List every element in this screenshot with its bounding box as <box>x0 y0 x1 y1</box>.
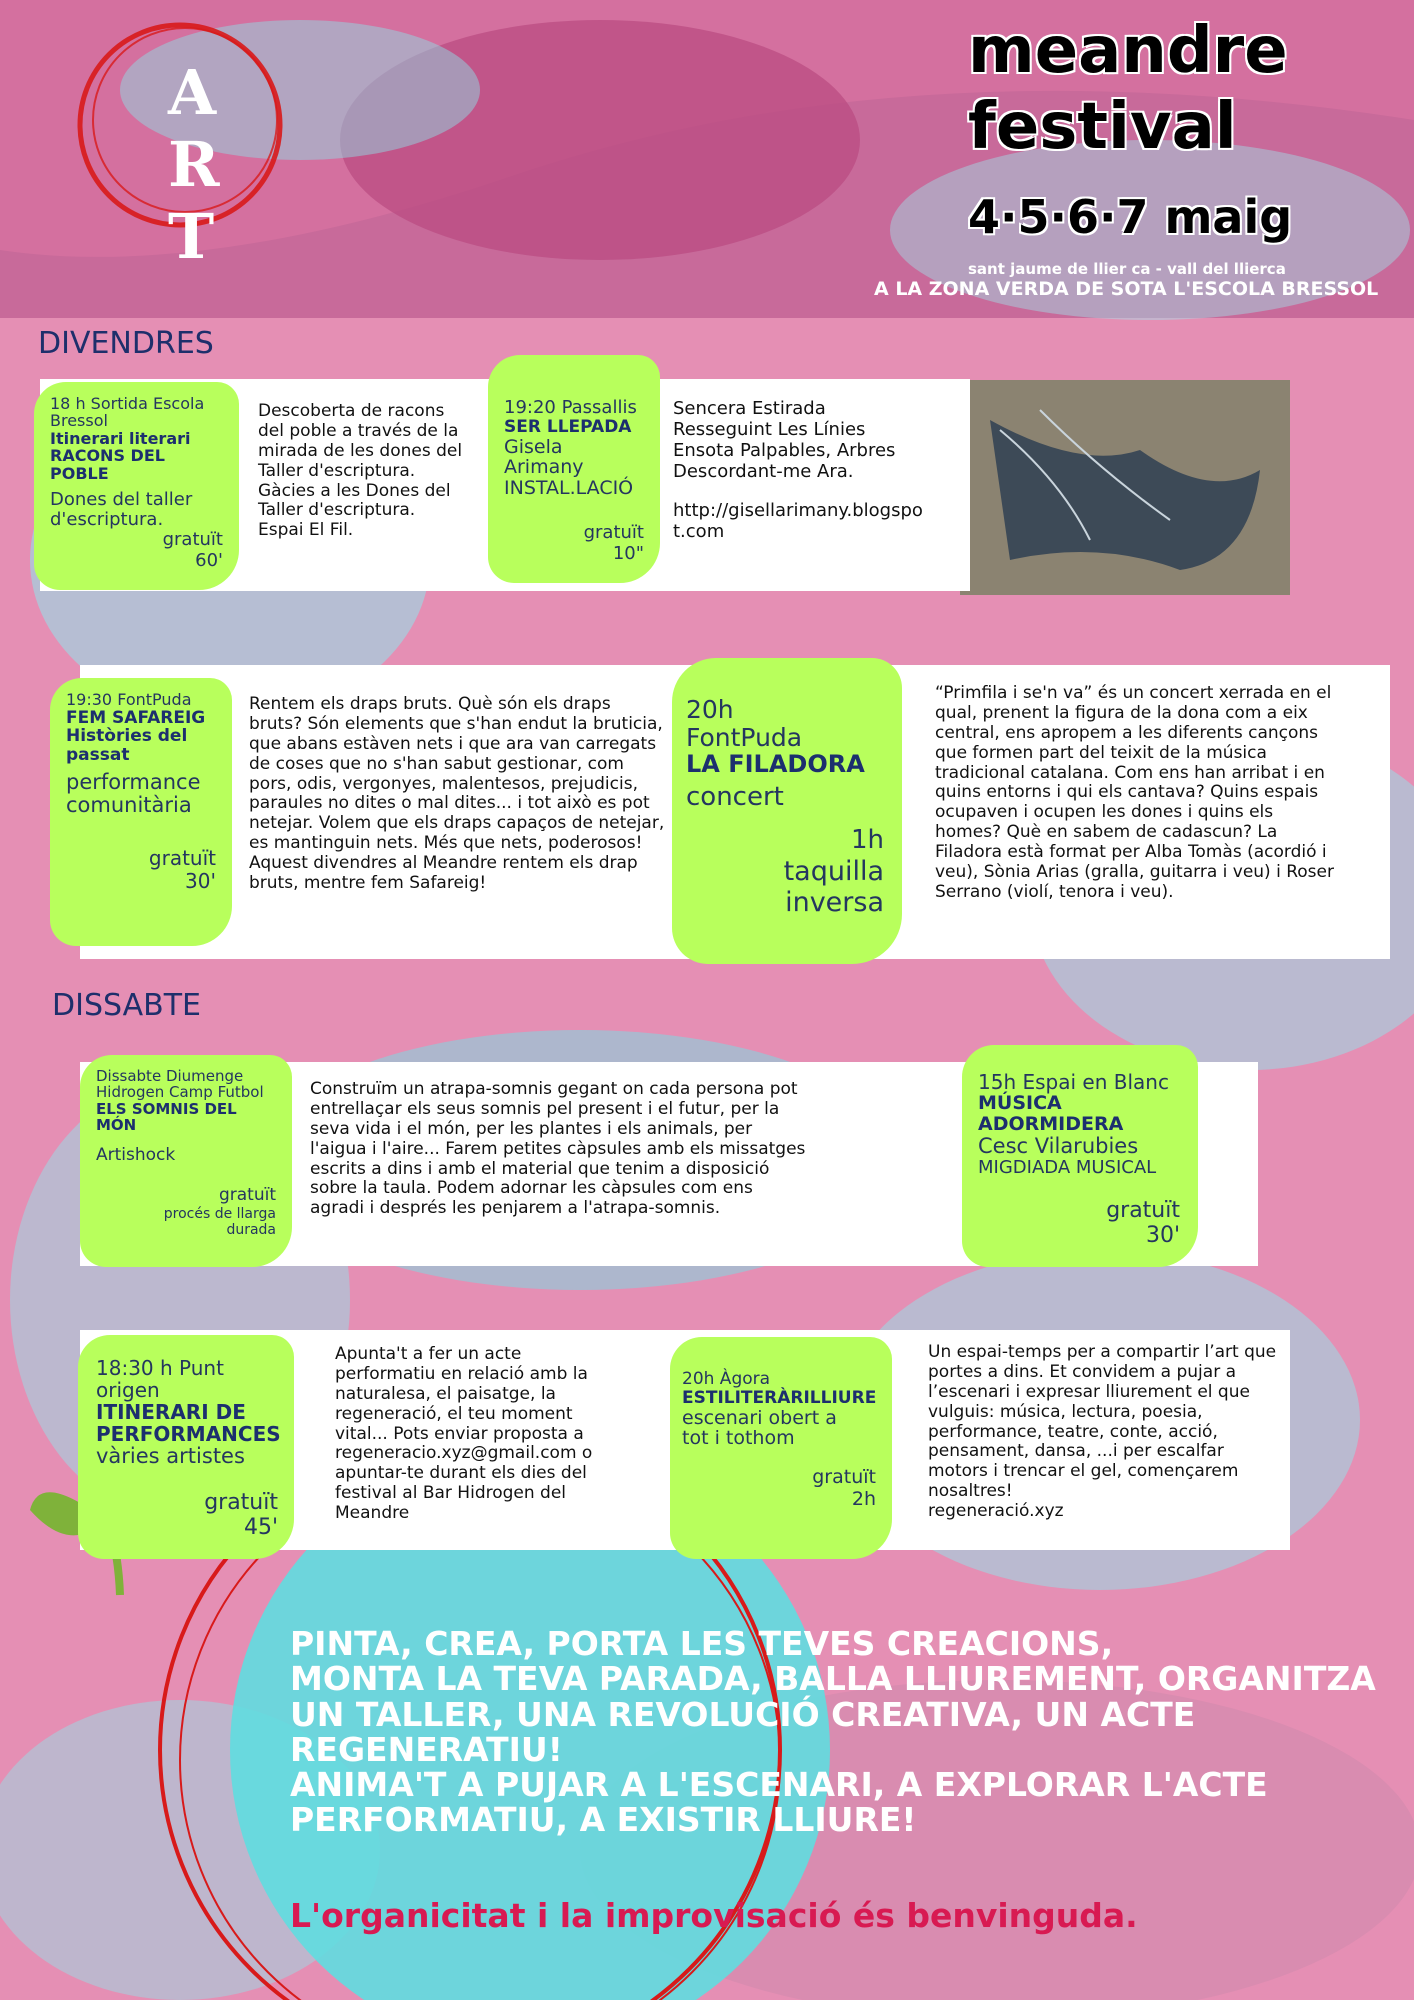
event-desc-filadora: “Primfila i se'n va” és un concert xerrada en el qual, prenent la figura de la dona com a eix central, ens apropem a les diferents cançons que formen part del teixit de la música tradicional catalana. Com ens han arribat i en quins entorns i qui els cantava? Quins espais ocupaven i ocupen les dones i quins els homes? Què en sabem de cadascun? La Filadora està format per Alba Tomàs (acordió i veu), Sònia Arias (gralla, guitarra i veu) i Roser Serrano (violí, tenora i veu). <box>935 683 1334 902</box>
event-genre: concert <box>686 782 784 813</box>
event-title: ITINERARI DE PERFORMANCES <box>96 1400 281 1446</box>
event-fee: gratuït <box>218 1185 276 1206</box>
festival-name: meandre <box>968 14 1288 88</box>
cta-line-4: REGENERATIU! <box>290 1729 563 1769</box>
event-time: 20h Àgora <box>682 1369 771 1389</box>
cta-line-6: PERFORMATIU, A EXISTIR LLIURE! <box>290 1800 917 1840</box>
cta-line-5: ANIMA'T A PUJAR A L'ESCENARI, A EXPLORAR L'ACTE <box>290 1765 1268 1805</box>
event-desc-safareig: Rentem els draps bruts. Què són els draps bruts? Són elements que s'han endut la bruticia, que abans estàven nets i que ara van carregats de coses que no s'han sabut gestionar, com pors, odis, vergonyes, malentesos, prejudicis, paraules no dites o mal dites... i tot això es pot netejar. Volem que els draps capaços de netejar, es mantinguin nets. Més que nets, poderosos! Aquest divendres al Meandre rentem els drap bruts, mentre fem Safareig! <box>249 694 665 893</box>
event-duration: 10" <box>612 542 644 564</box>
festival-word: festival <box>968 90 1237 164</box>
event-title: ELS SOMNIS DEL MÓN <box>96 1099 237 1134</box>
event-time: 19:20 Passallis <box>504 397 637 418</box>
tagline: L'organicitat i la improvisació és benvinguda. <box>290 1896 1138 1935</box>
day-saturday: DISSABTE <box>52 988 201 1023</box>
event-fee: gratuït <box>162 528 223 550</box>
cta-line-3: UN TALLER, UNA REVOLUCIÓ CREATIVA, UN ACTE <box>290 1694 1196 1734</box>
event-desc-performances: Apunta't a fer un acte performatiu en relació amb la naturalesa, el paisatge, la regeneració, el teu moment vital... Pots enviar proposta a regeneracio.xyz@gmail.com o apuntar-te durant els dies del festival al Bar Hidrogen del Meandre <box>335 1344 593 1523</box>
festival-venue: A LA ZONA VERDA DE SOTA L'ESCOLA BRESSOL <box>874 278 1379 300</box>
cta-line-2: MONTA LA TEVA PARADA, BALLA LLIUREMENT, ORGANITZA <box>290 1659 1376 1699</box>
event-artist: Dones del taller d'escriptura. <box>50 489 193 531</box>
event-artist: Gisela Arimany INSTAL.LACIÓ <box>504 435 634 500</box>
event-location: Dissabte Diumenge Hidrogen Camp Futbol <box>96 1067 264 1101</box>
event-time: 18:30 h Punt origen <box>96 1356 224 1402</box>
event-title: MÚSICA ADORMIDERA <box>978 1092 1124 1135</box>
call-to-action <box>290 1626 1400 1838</box>
event-duration: 1h <box>850 824 884 855</box>
event-artist: performance comunitària <box>66 769 201 817</box>
event-title: ESTILITERÀRILLIURE <box>682 1387 877 1408</box>
event-card-estiliterari <box>670 1337 892 1559</box>
event-fee: gratuït <box>812 1466 876 1489</box>
event-genre: MIGDIADA MUSICAL <box>978 1156 1157 1178</box>
day-friday: DIVENDRES <box>38 326 214 361</box>
art-letter-t: T <box>168 200 215 273</box>
event-genre: escenari obert a tot i tothom <box>682 1406 837 1450</box>
cta-line-1: PINTA, CREA, PORTA LES TEVES CREACIONS, <box>290 1624 1114 1663</box>
event-desc-racons: Descoberta de racons del poble a través de la mirada de les dones del Taller d'escriptura. Gàcies a les Dones del Taller d'escriptura. Espai El Fil. <box>258 401 463 541</box>
event-card-adormidera <box>962 1045 1198 1267</box>
event-title: SER LLEPADA <box>504 416 632 437</box>
event-card-filadora <box>672 658 902 964</box>
event-fee: taquilla inversa <box>783 855 884 918</box>
event-link[interactable]: regeneració.xyz <box>928 1501 1064 1521</box>
event-fee: gratuït <box>148 846 216 871</box>
event-text: Un espai-temps per a compartir l’art que portes a dins. Et convidem a pujar a l’escenari i expresar lliurement el que vulguis: música, lectura, poesia, performance, teatre, conte, acció, pensament, dansa, ...i per escalfar motors i trencar el gel, començarem nosaltres! <box>928 1342 1277 1502</box>
event-title: FEM SAFAREIG Històries del passat <box>66 707 206 766</box>
event-link[interactable]: http://gisellarimany.blogspot.com <box>673 500 923 543</box>
event-fee: gratuït <box>1106 1197 1180 1223</box>
event-duration: 30' <box>185 869 216 894</box>
event-duration: 2h <box>851 1488 876 1511</box>
event-duration: procés de llarga durada <box>163 1205 276 1238</box>
event-duration: 60' <box>195 549 223 571</box>
event-title: Itinerari literari RACONS DEL POBLE <box>50 428 191 483</box>
event-duration: 30' <box>1145 1222 1180 1248</box>
festival-location: sant jaume de llier ca - vall del llierca <box>968 260 1286 278</box>
event-title: LA FILADORA <box>686 750 865 778</box>
event-card-racons <box>34 382 239 590</box>
event-duration: 45' <box>243 1515 278 1541</box>
festival-dates: 4·5·6·7 maig <box>968 190 1293 244</box>
event-time: 18 h Sortida Escola Bressol <box>50 394 205 430</box>
art-letter-a: A <box>168 56 217 129</box>
event-time: 20h FontPuda <box>686 695 803 752</box>
art-letter-r: R <box>168 128 220 201</box>
event-desc-llepada <box>673 398 923 542</box>
event-fee: gratuït <box>204 1490 278 1516</box>
event-poem: Sencera Estirada Resseguint Les Línies Ensota Palpables, Arbres Descordant-me Ara. <box>673 398 896 483</box>
event-card-safareig <box>50 678 232 946</box>
event-card-somnis <box>80 1055 292 1267</box>
header <box>0 0 1414 318</box>
event-artist: vàries artistes <box>96 1444 245 1468</box>
event-time: 15h Espai en Blanc <box>978 1070 1169 1094</box>
event-artist: Artishock <box>96 1144 176 1165</box>
event-desc-somnis: Construïm un atrapa-somnis gegant on cada persona pot entrellaçar els seus somnis pel present i el futur, per la seva vida i el món, per les plantes i els animals, per l'aigua i l'aire... Farem petites càpsules amb els missatges escrits a dins i amb el material que tenim a disposició sobre la taula. Podem adornar les càpsules com ens agradi i després les penjarem a l'atrapa-somnis. <box>310 1079 806 1219</box>
event-fee: gratuït <box>583 522 644 544</box>
event-time: 19:30 FontPuda <box>66 690 192 709</box>
event-desc-estiliterari <box>928 1343 1288 1522</box>
event-card-llepada <box>488 355 660 583</box>
event-artist: Cesc Vilarubies <box>978 1133 1139 1158</box>
event-card-performances <box>78 1335 294 1559</box>
